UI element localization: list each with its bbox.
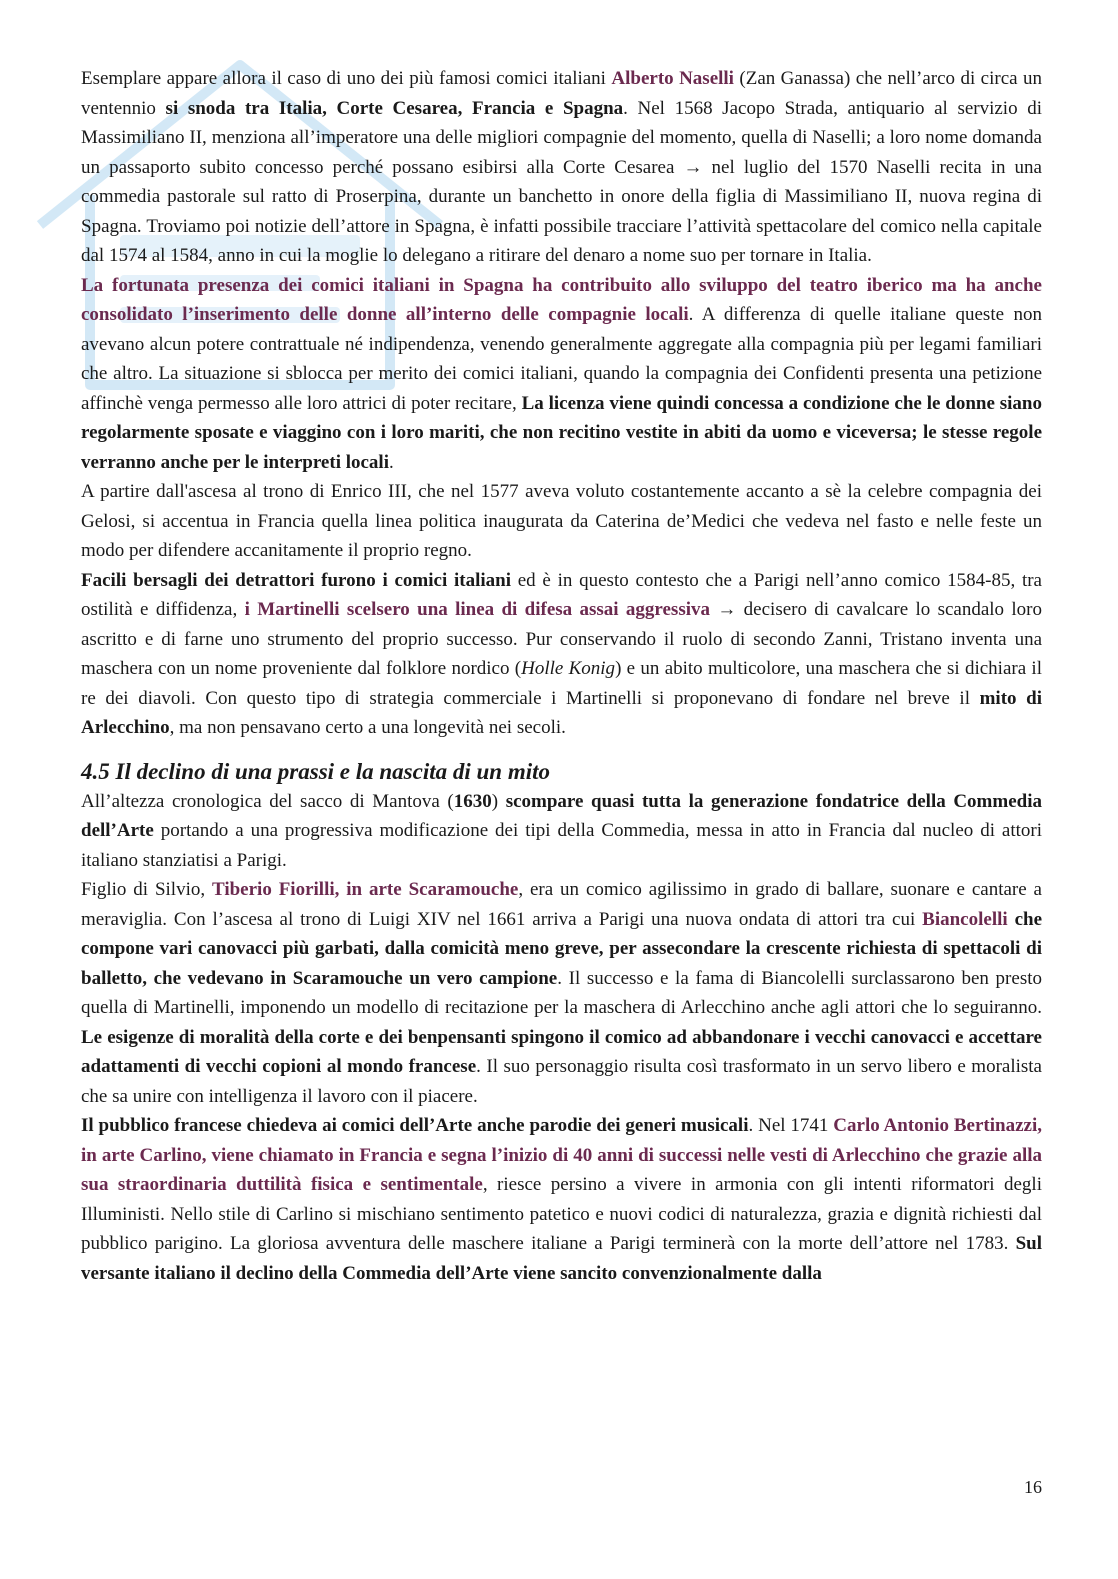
- text-run: A partire dall'ascesa al trono di Enrico III, che nel 1577 aveva voluto costantemente accanto a sè la celebre compagnia dei Gelosi, si accentua in Francia quella linea politica inaugurata da Caterina de’Medici che vedeva nel fasto e nelle feste un modo per difendere accanitamente il proprio regno.: [81, 481, 1042, 561]
- text-run: . Nel 1741: [748, 1115, 834, 1136]
- text-run: , riesce persino a vivere in armonia con gli intenti riformatori degli Illuministi. Nello stile di Carlino si mischiano sentimento patetico e nuovi codici di naturalezza, grazia e dignità richiesti dal pubblico parigino. La gloriosa avventura delle maschere italiane a Parigi terminerà con la morte dell’attore nel 1783.: [81, 1174, 1042, 1254]
- text-run: . Il suo personaggio risulta così trasformato in un servo libero e moralista che sa unire con intelligenza il lavoro con il piacere.: [81, 1056, 1042, 1107]
- page-number: 16: [1024, 1477, 1042, 1497]
- text-run: ) e un abito multicolore, una maschera che si dichiara il re dei diavoli. Con questo tipo di strategia commerciale i Martinelli si proponevano di fondare nel breve il: [81, 658, 1042, 709]
- text-run: (Zan Ganassa) che nell’arco di circa un ventennio: [81, 68, 1042, 119]
- document-body: [81, 64, 1042, 1288]
- highlight-biancolelli: Biancolelli: [922, 908, 1008, 930]
- bold-run: Il pubblico francese chiedeva ai comici dell’Arte anche parodie dei generi musicali: [81, 1115, 749, 1136]
- text-run: Esemplare appare allora il caso di uno dei più famosi comici italiani: [81, 68, 612, 89]
- text-run: Figlio di Silvio,: [81, 879, 212, 900]
- paragraph-mantova: [81, 787, 1042, 876]
- paragraph-spagna: [81, 271, 1042, 478]
- paragraph-carlino: [81, 1111, 1042, 1288]
- highlight-spagna: La fortunata presenza dei comici italiani in Spagna ha contribuito allo sviluppo del teatro iberico ma ha anche consolidato l’inserimento delle donne all’interno delle compagnie locali: [81, 274, 1042, 325]
- text-run: . A differenza di quelle italiane queste non avevano alcun potere contrattuale né indipendenza, venendo generalmente aggregate alla compagnia più per legami familiari che altro. La situazione si sblocca per merito dei comici italiani, quando la compagnia dei Confidenti presenta una petizione affinchè venga permesso alle loro attrici di poter recitare,: [81, 304, 1042, 414]
- bold-run: si snoda tra Italia, Corte Cesarea, Francia e Spagna: [165, 97, 624, 119]
- highlight-fiorilli: Tiberio Fiorilli, in arte Scaramouche: [212, 879, 519, 900]
- text-run: portando a una progressiva modificazione dei tipi della Commedia, messa in atto in Francia dal nucleo di attori italiano stanziatisi a Parigi.: [81, 820, 1042, 871]
- text-run: . Nel 1568 Jacopo Strada, antiquario al servizio di Massimiliano II, menziona all’imperatore una delle migliori compagnie del momento, quella di Naselli; a loro nome domanda un passaporto subito concesso perché possano esibirsi alla Corte Cesarea → nel luglio del 1570 Naselli recita in una commedia pastorale sul ratto di Proserpina, durante un banchetto in onore della figlia di Massimiliano II, nuova regina di Spagna. Troviamo poi notizie dell’attore in Spagna, è infatti possibile tracciare l’attività spettacolare del comico nella capitale dal 1574 al 1584, anno in cui la moglie lo delegano a ritirare del denaro a nome suo per tornare in Italia.: [81, 97, 1042, 266]
- bold-run: Sul versante italiano il declino della Commedia dell’Arte viene sancito convenzionalmente dalla: [81, 1233, 1042, 1284]
- bold-run: Le esigenze di moralità della corte e dei benpensanti spingono il comico ad abbandonare i vecchi canovacci e accettare adattamenti di vecchi copioni al mondo francese: [81, 1026, 1042, 1077]
- text-run: .: [389, 451, 394, 473]
- highlight-naselli: Alberto Naselli: [611, 68, 734, 89]
- bold-run: che compone vari canovacci più garbati, dalla comicità meno greve, per assecondare la crescente richiesta di spettacoli di balletto, che vedevano in Scaramouche un vero campione: [81, 908, 1042, 989]
- section-heading: 4.5 Il declino di una prassi e la nascita di un mito: [81, 758, 551, 784]
- bold-run: La licenza viene quindi concessa a condizione che le donne siano regolarmente sposate e viaggino con i loro mariti, che non recitino vestite in abiti da uomo e viceversa; le stesse regole verranno anche per le interpreti locali: [81, 392, 1042, 473]
- text-run: ed è in questo contesto che a Parigi nell’anno comico 1584-85, tra ostilità e diffidenza,: [81, 569, 1042, 620]
- italic-run: Holle Konig: [521, 658, 616, 679]
- bold-run: mito di Arlecchino: [81, 687, 1042, 738]
- text-run: , ma non pensavano certo a una longevità nei secoli.: [169, 717, 566, 738]
- bold-run: scompare quasi tutta la generazione fondatrice della Commedia dell’Arte: [81, 790, 1042, 841]
- paragraph-naselli: [81, 64, 1042, 271]
- paragraph-enrico: [81, 477, 1042, 566]
- bold-run: Facili bersagli dei detrattori furono i comici italiani: [81, 569, 511, 591]
- paragraph-scaramouche: [81, 875, 1042, 1111]
- highlight-bertinazzi: Carlo Antonio Bertinazzi, in arte Carlino, viene chiamato in Francia e segna l’inizio di 40 anni di successi nelle vesti di Arlecchino che grazie alla sua straordinaria duttilità fisica e sentimentale: [81, 1115, 1042, 1195]
- text-run: All’altezza cronologica del sacco di Mantova (: [81, 790, 454, 812]
- text-run: . Il successo e la fama di Biancolelli surclassarono ben presto quella di Martinelli, imponendo un modello di recitazione per la maschera di Arlecchino anche agli attori che lo seguiranno.: [81, 967, 1042, 1018]
- text-run: , era un comico agilissimo in grado di ballare, suonare e cantare a meraviglia. Con l’ascesa al trono di Luigi XIV nel 1661 arriva a Parigi una nuova ondata di attori tra cui: [81, 879, 1042, 930]
- highlight-martinelli: i Martinelli scelsero una linea di difesa assai aggressiva: [244, 599, 710, 620]
- text-run: → decisero di cavalcare lo scandalo loro ascritto e di farne uno strumento del proprio successo. Pur conservando il ruolo di secondo Zanni, Tristano inventa una maschera con un nome proveniente dal folklore nordico (: [81, 599, 1042, 679]
- bold-run: 1630: [453, 790, 492, 812]
- text-run: ): [491, 790, 506, 812]
- paragraph-martinelli: [81, 566, 1042, 743]
